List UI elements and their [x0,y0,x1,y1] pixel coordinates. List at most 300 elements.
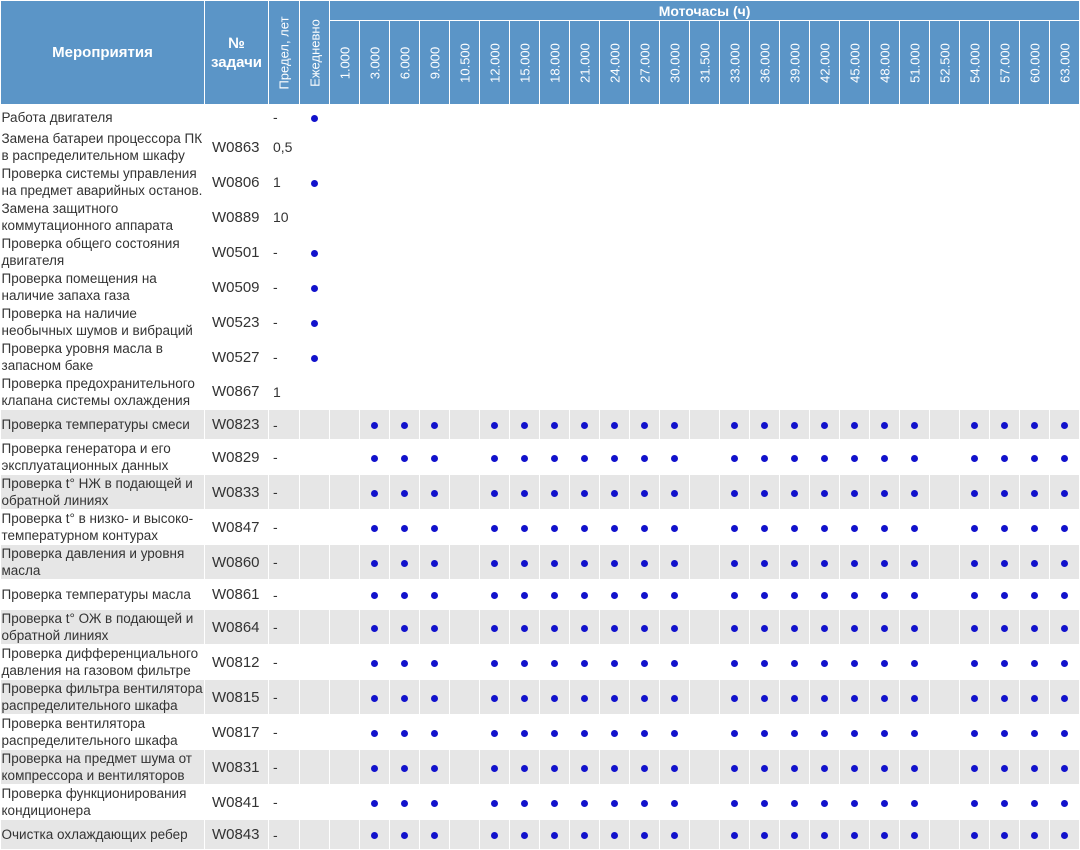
interval-cell [990,270,1020,305]
interval-cell [1020,580,1050,610]
interval-cell [1050,440,1080,475]
interval-cell [900,785,930,820]
interval-cell [600,105,630,130]
task-number-cell: W0501 [205,235,269,270]
interval-marker-dot [881,832,888,839]
interval-cell [840,645,870,680]
interval-cell [630,410,660,440]
interval-label: 48.000 [877,42,892,83]
interval-cell [480,375,510,410]
interval-cell [600,750,630,785]
interval-marker-dot [611,832,618,839]
interval-marker-dot [731,455,738,462]
interval-cell [750,580,780,610]
interval-marker-dot [611,560,618,567]
interval-cell [360,130,390,165]
interval-marker-dot [1001,625,1008,632]
interval-cell [540,750,570,785]
interval-cell [810,440,840,475]
interval-cell [450,820,480,850]
interval-marker-dot [521,660,528,667]
interval-cell [660,785,690,820]
interval-cell [990,165,1020,200]
interval-cell [810,715,840,750]
interval-cell [480,820,510,850]
interval-cell [570,375,600,410]
interval-cell [840,235,870,270]
task-number-cell: W0817 [205,715,269,750]
interval-cell [390,305,420,340]
interval-cell [780,820,810,850]
interval-cell [720,820,750,850]
interval-cell [990,680,1020,715]
interval-marker-dot [911,422,918,429]
interval-label: 6.000 [397,46,412,79]
interval-cell [360,200,390,235]
interval-cell [1020,645,1050,680]
interval-marker-dot [821,832,828,839]
interval-cell [510,130,540,165]
interval-cell [600,715,630,750]
interval-cell [900,130,930,165]
interval-cell [780,200,810,235]
table-row [1,750,1080,785]
limit-years-cell: 1 [269,165,300,200]
activity-cell: Очистка охлаждающих ребер [1,820,205,850]
interval-cell [870,270,900,305]
interval-cell [990,410,1020,440]
interval-cell [330,750,360,785]
daily-cell [300,545,330,580]
interval-marker-dot [671,560,678,567]
interval-cell [990,375,1020,410]
interval-cell [510,545,540,580]
interval-cell [720,645,750,680]
activity-cell: Проверка t° в низко- и высоко-температурном контурах [1,510,205,545]
interval-cell [720,105,750,130]
interval-cell [780,610,810,645]
interval-header [750,21,780,105]
interval-marker-dot [911,800,918,807]
daily-cell [300,510,330,545]
interval-cell [1020,410,1050,440]
interval-cell [540,820,570,850]
interval-cell [690,750,720,785]
interval-cell [690,820,720,850]
interval-label: 27.000 [637,42,652,83]
interval-cell [720,545,750,580]
interval-cell [900,645,930,680]
interval-cell [900,820,930,850]
interval-header [1020,21,1050,105]
interval-marker-dot [491,660,498,667]
interval-cell [660,715,690,750]
interval-cell [780,475,810,510]
activity-cell: Проверка на предмет шума от компрессора и вентиляторов [1,750,205,785]
interval-marker-dot [431,832,438,839]
interval-marker-dot [431,800,438,807]
interval-label: 31.500 [697,42,712,83]
interval-cell [660,200,690,235]
interval-marker-dot [821,625,828,632]
interval-cell [360,340,390,375]
header-activities: Мероприятия [1,1,205,105]
interval-cell [870,820,900,850]
interval-marker-dot [881,695,888,702]
interval-cell [360,715,390,750]
interval-cell [360,165,390,200]
interval-marker-dot [431,422,438,429]
interval-cell [810,645,840,680]
interval-cell [540,235,570,270]
header-row-top [1,1,1080,21]
interval-cell [720,680,750,715]
interval-header [570,21,600,105]
interval-cell [900,440,930,475]
interval-marker-dot [1031,695,1038,702]
activity-cell: Проверка уровня масла в запасном баке [1,340,205,375]
interval-marker-dot [821,660,828,667]
interval-cell [990,130,1020,165]
interval-cell [630,305,660,340]
interval-cell [420,200,450,235]
interval-cell [750,105,780,130]
activity-cell: Проверка функционирования кондиционера [1,785,205,820]
interval-cell [480,130,510,165]
interval-cell [330,410,360,440]
interval-cell [630,580,660,610]
interval-marker-dot [401,800,408,807]
daily-marker-dot [311,355,318,362]
interval-marker-dot [671,422,678,429]
daily-marker-dot [311,180,318,187]
interval-cell [810,200,840,235]
interval-cell [1050,375,1080,410]
interval-cell [810,340,840,375]
header-limit-years [269,1,300,105]
interval-cell [930,610,960,645]
interval-cell [660,130,690,165]
interval-cell [1020,130,1050,165]
interval-cell [780,375,810,410]
interval-cell [780,715,810,750]
interval-marker-dot [521,765,528,772]
interval-cell [930,235,960,270]
activity-cell: Проверка дифференциального давления на газовом фильтре [1,645,205,680]
interval-cell [720,580,750,610]
interval-marker-dot [1061,800,1068,807]
table-row [1,340,1080,375]
interval-marker-dot [491,455,498,462]
limit-years-cell: - [269,270,300,305]
interval-marker-dot [1061,560,1068,567]
interval-cell [660,750,690,785]
interval-marker-dot [641,560,648,567]
interval-cell [780,235,810,270]
interval-cell [810,130,840,165]
interval-cell [840,785,870,820]
interval-cell [750,475,780,510]
table-row [1,200,1080,235]
daily-cell [300,680,330,715]
interval-cell [660,645,690,680]
interval-label: 57.000 [997,42,1012,83]
interval-cell [450,510,480,545]
interval-cell [450,340,480,375]
interval-marker-dot [551,832,558,839]
daily-marker-dot [311,250,318,257]
table-row [1,375,1080,410]
interval-marker-dot [551,490,558,497]
interval-cell [870,235,900,270]
interval-cell [480,610,510,645]
interval-cell [390,165,420,200]
interval-marker-dot [641,592,648,599]
interval-marker-dot [1031,800,1038,807]
interval-cell [900,200,930,235]
interval-cell [720,785,750,820]
task-number-cell: W0815 [205,680,269,715]
interval-cell [690,305,720,340]
interval-cell [1050,130,1080,165]
interval-marker-dot [641,765,648,772]
interval-marker-dot [611,455,618,462]
interval-cell [960,785,990,820]
interval-marker-dot [851,660,858,667]
interval-marker-dot [521,455,528,462]
interval-marker-dot [671,592,678,599]
table-row [1,545,1080,580]
interval-cell [930,645,960,680]
interval-marker-dot [971,832,978,839]
interval-marker-dot [821,730,828,737]
activity-cell: Проверка общего состояния двигателя [1,235,205,270]
interval-cell [360,820,390,850]
interval-cell [690,610,720,645]
interval-marker-dot [791,660,798,667]
interval-cell [450,200,480,235]
interval-cell [930,580,960,610]
interval-cell [780,510,810,545]
interval-marker-dot [851,765,858,772]
interval-cell [900,340,930,375]
interval-cell [480,105,510,130]
table-row [1,165,1080,200]
interval-marker-dot [821,455,828,462]
interval-marker-dot [491,525,498,532]
interval-cell [930,785,960,820]
interval-cell [930,715,960,750]
interval-header [540,21,570,105]
interval-cell [1020,165,1050,200]
interval-marker-dot [851,695,858,702]
interval-cell [690,105,720,130]
interval-cell [570,105,600,130]
interval-cell [630,235,660,270]
interval-marker-dot [491,765,498,772]
interval-cell [1020,105,1050,130]
interval-marker-dot [881,765,888,772]
interval-cell [990,235,1020,270]
interval-cell [420,440,450,475]
interval-marker-dot [611,592,618,599]
interval-cell [690,340,720,375]
interval-cell [780,440,810,475]
interval-cell [930,475,960,510]
interval-cell [1020,545,1050,580]
interval-cell [600,305,630,340]
interval-cell [570,680,600,715]
interval-cell [690,270,720,305]
interval-cell [660,165,690,200]
interval-marker-dot [761,832,768,839]
interval-cell [990,580,1020,610]
interval-cell [510,750,540,785]
interval-cell [450,580,480,610]
interval-marker-dot [611,525,618,532]
table-body [1,105,1080,850]
interval-cell [390,785,420,820]
interval-cell [360,305,390,340]
interval-cell [630,105,660,130]
interval-cell [390,440,420,475]
interval-cell [870,510,900,545]
interval-cell [1020,475,1050,510]
interval-header [420,21,450,105]
interval-marker-dot [371,592,378,599]
interval-cell [690,235,720,270]
table-row [1,305,1080,340]
daily-marker-dot [311,115,318,122]
interval-cell [450,610,480,645]
task-number-cell [205,105,269,130]
interval-cell [930,410,960,440]
interval-marker-dot [491,832,498,839]
interval-marker-dot [731,422,738,429]
interval-marker-dot [851,490,858,497]
table-row [1,510,1080,545]
interval-cell [510,235,540,270]
activity-cell: Проверка фильтра вентилятора распределительного шкафа [1,681,203,713]
interval-cell [780,165,810,200]
interval-marker-dot [521,832,528,839]
interval-cell [810,165,840,200]
interval-cell [1020,305,1050,340]
interval-marker-dot [971,560,978,567]
task-number-cell: W0833 [205,475,269,510]
interval-marker-dot [1031,592,1038,599]
interval-marker-dot [761,765,768,772]
interval-cell [960,270,990,305]
interval-cell [390,715,420,750]
interval-cell [480,235,510,270]
interval-cell [900,545,930,580]
interval-marker-dot [791,592,798,599]
interval-cell [480,645,510,680]
interval-cell [1050,820,1080,850]
interval-marker-dot [641,800,648,807]
interval-cell [390,105,420,130]
daily-cell [300,645,330,680]
interval-cell [390,750,420,785]
interval-cell [840,440,870,475]
interval-cell [840,200,870,235]
interval-cell [510,340,540,375]
interval-cell [420,375,450,410]
interval-marker-dot [551,765,558,772]
interval-cell [750,750,780,785]
interval-marker-dot [431,765,438,772]
interval-cell [720,130,750,165]
daily-cell [300,580,330,610]
interval-marker-dot [611,730,618,737]
interval-cell [330,510,360,545]
interval-cell [690,645,720,680]
interval-marker-dot [521,695,528,702]
interval-cell [420,820,450,850]
interval-cell [870,680,900,715]
interval-marker-dot [1061,625,1068,632]
interval-cell [630,715,660,750]
interval-marker-dot [521,800,528,807]
interval-marker-dot [551,560,558,567]
limit-years-cell: - [269,340,300,375]
interval-marker-dot [401,730,408,737]
interval-cell [510,375,540,410]
activity-cell: Проверка предохранительного клапана системы охлаждения [1,375,205,410]
interval-cell [540,715,570,750]
limit-years-cell: - [269,580,300,610]
interval-cell [1020,375,1050,410]
daily-cell [300,305,330,340]
interval-marker-dot [371,525,378,532]
interval-cell [450,645,480,680]
interval-label: 45.000 [847,42,862,83]
interval-cell [570,130,600,165]
interval-marker-dot [1001,490,1008,497]
interval-marker-dot [371,422,378,429]
interval-cell [690,680,720,715]
interval-cell [660,820,690,850]
interval-marker-dot [791,560,798,567]
interval-marker-dot [611,800,618,807]
interval-marker-dot [1061,592,1068,599]
interval-marker-dot [581,560,588,567]
interval-cell [510,305,540,340]
interval-marker-dot [551,592,558,599]
interval-cell [390,235,420,270]
interval-marker-dot [641,625,648,632]
interval-cell [660,340,690,375]
interval-cell [840,270,870,305]
interval-cell [600,235,630,270]
interval-cell [1020,750,1050,785]
interval-cell [1050,545,1080,580]
interval-cell [960,820,990,850]
limit-years-cell: - [269,610,300,645]
interval-marker-dot [851,422,858,429]
interval-cell [390,545,420,580]
interval-marker-dot [821,490,828,497]
interval-marker-dot [881,800,888,807]
interval-cell [510,680,540,715]
interval-cell [660,305,690,340]
interval-cell [1020,715,1050,750]
interval-header [450,21,480,105]
interval-cell [750,130,780,165]
table-row [1,105,1080,130]
interval-marker-dot [641,490,648,497]
